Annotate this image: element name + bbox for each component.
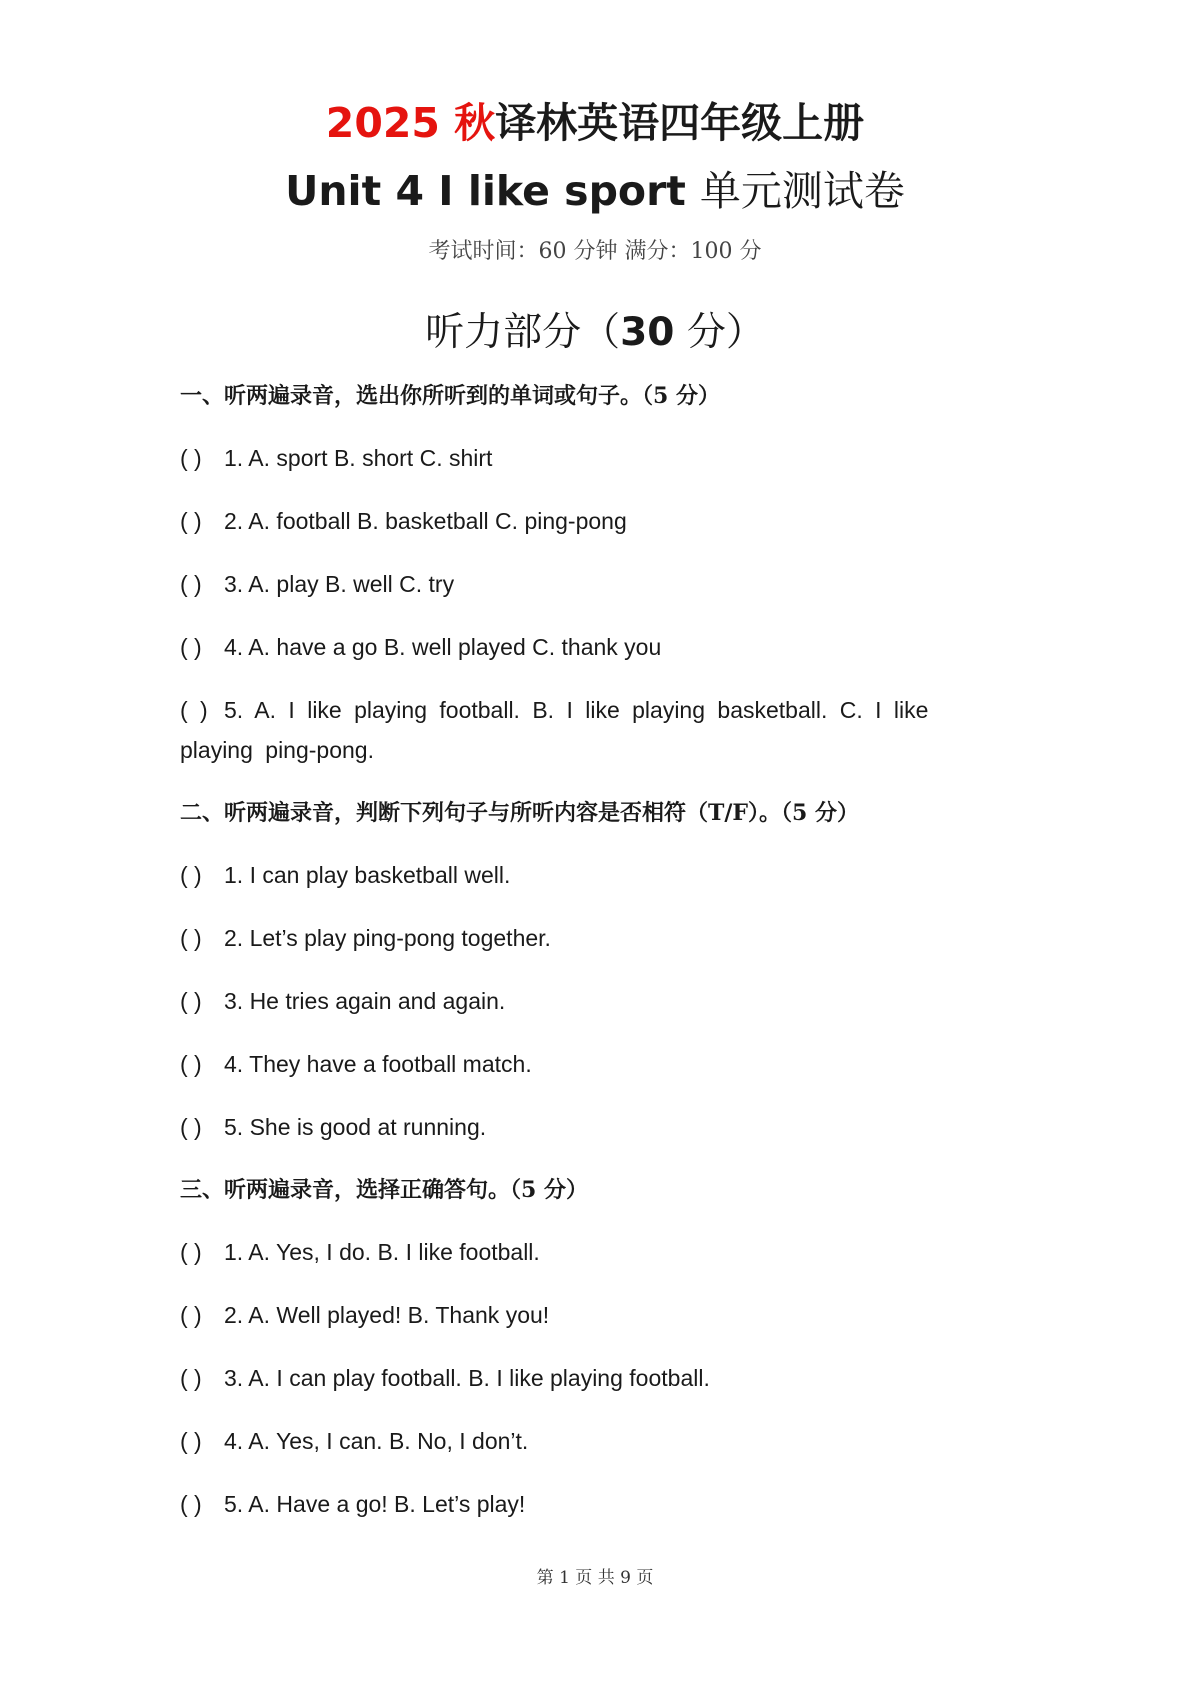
question-text: 3. A. I can play football. B. I like playing football. xyxy=(224,1365,710,1391)
question-item xyxy=(180,501,1012,564)
question-item xyxy=(180,855,1012,918)
question-text: 3. He tries again and again. xyxy=(224,988,506,1014)
answer-blank: ( ) xyxy=(180,634,202,660)
question-item xyxy=(180,690,1012,793)
title-textbook: 译林英语四年级上册 xyxy=(495,99,865,147)
question-text: 4. They have a football match. xyxy=(224,1051,532,1077)
answer-blank: ( ) xyxy=(180,862,202,888)
question-item xyxy=(180,1044,1012,1107)
question-content xyxy=(180,376,1012,1547)
question-text: 4. A. Yes, I can. B. No, I don’t. xyxy=(224,1428,529,1454)
part-name: 听力部分（ xyxy=(425,310,621,355)
subtitle-unit: Unit 4 I like sport xyxy=(285,167,686,215)
question-text: 1. A. Yes, I do. B. I like football. xyxy=(224,1239,540,1265)
question-item xyxy=(180,1358,1012,1421)
question-text: 4. A. have a go B. well played C. thank you xyxy=(224,634,662,660)
question-item xyxy=(180,981,1012,1044)
section-title-1: 一、听两遍录音，选出你所听到的单词或句子。（5 分） xyxy=(180,383,720,409)
answer-blank: ( ) xyxy=(180,1239,202,1265)
answer-blank: ( ) xyxy=(180,1491,202,1517)
question-item xyxy=(180,1295,1012,1358)
exam-info: 考试时间：60 分钟 满分：100 分 xyxy=(428,239,762,264)
answer-blank: ( ) xyxy=(180,697,208,723)
page-number: 第 1 页 共 9 页 xyxy=(536,1568,654,1588)
question-item xyxy=(180,1421,1012,1484)
part-heading xyxy=(0,306,1190,360)
answer-blank: ( ) xyxy=(180,571,202,597)
answer-blank: ( ) xyxy=(180,1114,202,1140)
answer-blank: ( ) xyxy=(180,1051,202,1077)
question-text: 5. She is good at running. xyxy=(224,1114,487,1140)
subtitle-test-name: 单元测试卷 xyxy=(699,167,905,215)
question-item xyxy=(180,564,1012,627)
answer-blank: ( ) xyxy=(180,508,202,534)
question-text: 1. I can play basketball well. xyxy=(224,862,511,888)
question-text: 5. A. I like playing football. B. I like playing basketball. C. I like playing ping-pong. xyxy=(180,697,929,763)
answer-blank: ( ) xyxy=(180,925,202,951)
question-item xyxy=(180,918,1012,981)
answer-blank: ( ) xyxy=(180,1302,202,1328)
question-item xyxy=(180,1484,1012,1547)
question-text: 3. A. play B. well C. try xyxy=(224,571,455,597)
answer-blank: ( ) xyxy=(180,988,202,1014)
answer-blank: ( ) xyxy=(180,1428,202,1454)
question-text: 1. A. sport B. short C. shirt xyxy=(224,445,493,471)
document-subtitle xyxy=(0,163,1190,219)
title-year-term: 2025 秋 xyxy=(325,99,496,147)
question-text: 2. A. football B. basketball C. ping-pong xyxy=(224,508,627,534)
section-title-3: 三、听两遍录音，选择正确答句。（5 分） xyxy=(180,1177,588,1203)
part-unit: 分） xyxy=(674,310,765,355)
part-score: 30 xyxy=(620,310,675,355)
document-title xyxy=(0,95,1190,151)
question-item xyxy=(180,1232,1012,1295)
question-text: 2. Let’s play ping-pong together. xyxy=(224,925,551,951)
question-item xyxy=(180,1107,1012,1170)
answer-blank: ( ) xyxy=(180,445,202,471)
question-item xyxy=(180,438,1012,501)
answer-blank: ( ) xyxy=(180,1365,202,1391)
question-text: 5. A. Have a go! B. Let’s play! xyxy=(224,1491,526,1517)
question-item xyxy=(180,627,1012,690)
question-text: 2. A. Well played! B. Thank you! xyxy=(224,1302,550,1328)
section-title-2: 二、听两遍录音，判断下列句子与所听内容是否相符（T/F）。（5 分） xyxy=(180,800,859,826)
